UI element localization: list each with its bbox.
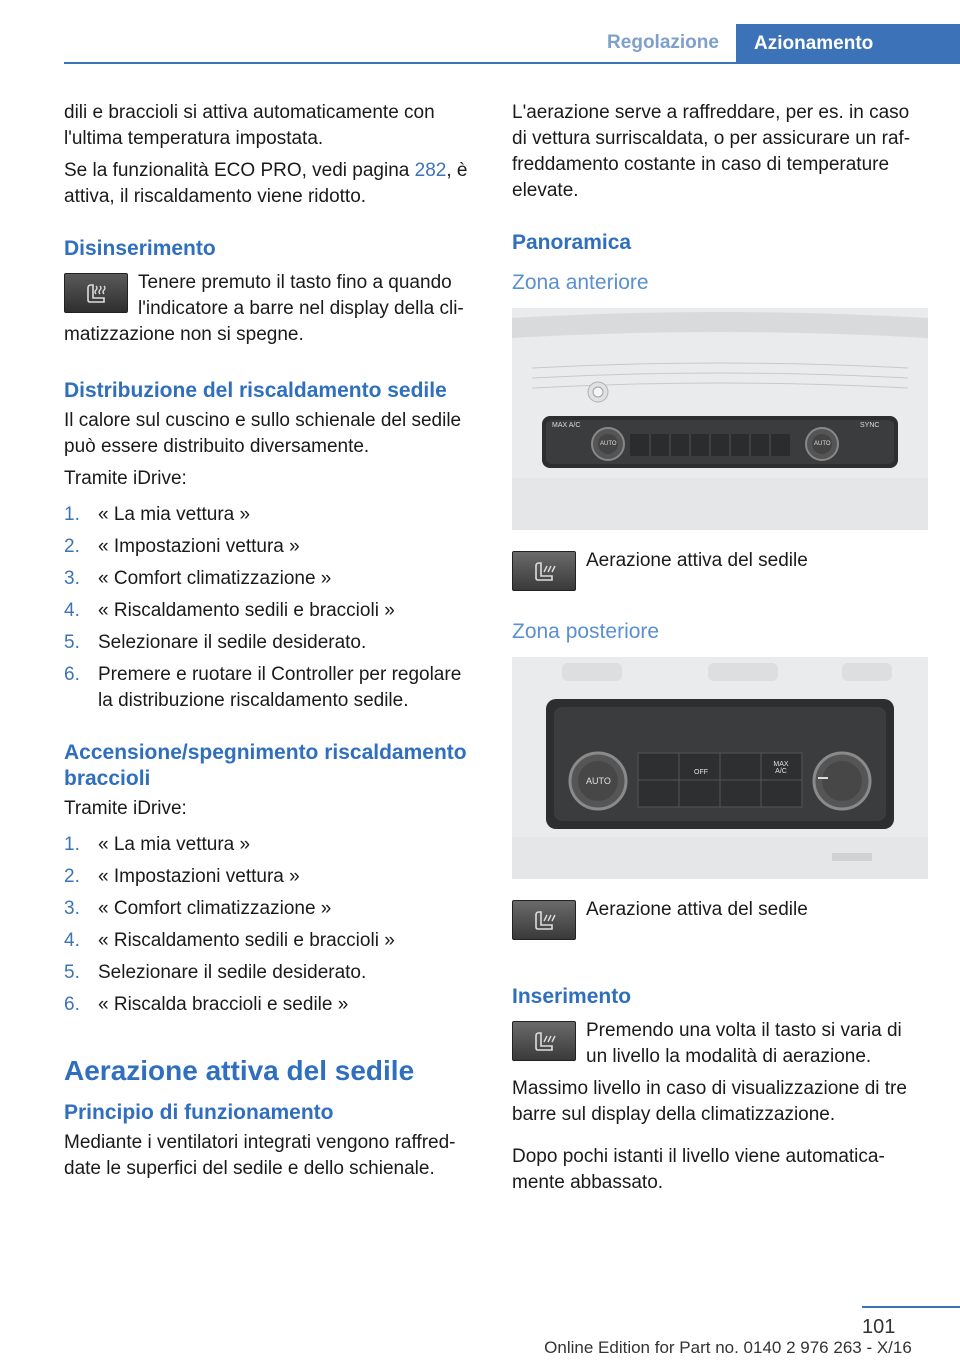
step-text: « Comfort climatizzazione » bbox=[98, 568, 332, 589]
tramite-idrive-2: Tramite iDrive: bbox=[64, 798, 187, 819]
step-text: « Comfort climatizzazione » bbox=[98, 898, 332, 919]
posteriore-caption: Aerazione attiva del sedile bbox=[586, 899, 808, 920]
step-number: 4. bbox=[64, 930, 80, 951]
inserimento-block bbox=[512, 1018, 928, 1070]
intro-p2-after: , è attiva, il riscaldamento viene ridotto. bbox=[64, 160, 468, 207]
chapter-title-aerazione: Aerazione attiva del sedile bbox=[64, 1055, 415, 1086]
intro-p2-before: Se la funzionalità ECO PRO, vedi pagina bbox=[64, 160, 415, 181]
section-title-principio: Principio di funzionamento bbox=[64, 1101, 334, 1124]
seat-ventilation-icon bbox=[512, 900, 576, 940]
massimo-text: Massimo livello in caso di visualizzazione di tre barre sul display della climatizzazione. bbox=[512, 1078, 907, 1125]
step-number: 6. bbox=[64, 664, 80, 685]
section-title-distribuzione: Distribuzione del riscaldamento sedile bbox=[64, 379, 447, 402]
rear-btn-off: OFF bbox=[694, 769, 708, 776]
front-btn-sync: SYNC bbox=[860, 422, 880, 429]
footer-edition: Online Edition for Part no. 0140 2 976 263 - X/16 bbox=[544, 1338, 912, 1357]
step-text: Selezionare il sedile desiderato. bbox=[98, 632, 367, 653]
step-item bbox=[64, 992, 478, 1018]
disinserimento-text-a: Tenere premuto il tasto fino a quando l'indicatore a barre nel display della cli- bbox=[138, 272, 464, 319]
footer-rule bbox=[862, 1306, 960, 1308]
section-title-inserimento: Inserimento bbox=[512, 985, 632, 1008]
step-text: « Riscaldamento sedili e braccioli » bbox=[98, 930, 395, 951]
principio-text: Mediante i ventilatori integrati vengono raffred- date le superfici del sedile e dello schienale. bbox=[64, 1132, 456, 1179]
step-text: « La mia vettura » bbox=[98, 834, 251, 855]
disinserimento-block bbox=[64, 270, 478, 322]
step-item bbox=[64, 864, 478, 890]
header-tab-regolazione[interactable]: Regolazione bbox=[607, 32, 719, 53]
step-item bbox=[64, 630, 478, 656]
inserimento-text: Premendo una volta il tasto si varia di un livello la modalità di aerazione. bbox=[586, 1020, 902, 1067]
step-text: Selezionare il sedile desiderato. bbox=[98, 962, 367, 983]
step-number: 5. bbox=[64, 632, 80, 653]
step-text: « Impostazioni vettura » bbox=[98, 536, 300, 557]
anteriore-caption: Aerazione attiva del sedile bbox=[586, 550, 808, 571]
rear-climate-panel-image bbox=[512, 657, 928, 879]
header-rule bbox=[64, 62, 960, 64]
subsection-title-posteriore: Zona posteriore bbox=[512, 620, 660, 643]
header-tab-azionamento[interactable]: Azionamento bbox=[736, 24, 960, 64]
step-text: « Impostazioni vettura » bbox=[98, 866, 300, 887]
distribuzione-text: Il calore sul cuscino e sullo schienale del sedile può essere distribuito diversamente. bbox=[64, 410, 462, 457]
dopo-text: Dopo pochi istanti il livello viene automatica- mente abbassato. bbox=[512, 1146, 885, 1193]
step-text: « Riscalda braccioli e sedile » bbox=[98, 994, 349, 1015]
aerazione-intro: L'aerazione serve a raffreddare, per es. in caso di vettura surriscaldata, o per assicurare un raf- freddamento costante in caso di temperature elevate. bbox=[512, 102, 911, 201]
step-text: « La mia vettura » bbox=[98, 504, 251, 525]
seat-ventilation-icon bbox=[512, 551, 576, 591]
step-text: « Riscaldamento sedili e braccioli » bbox=[98, 600, 395, 621]
step-item bbox=[64, 960, 478, 986]
step-item bbox=[64, 896, 478, 922]
step-number: 5. bbox=[64, 962, 80, 983]
seat-ventilation-icon bbox=[512, 1021, 576, 1061]
front-btn-auto-left: AUTO bbox=[600, 441, 617, 447]
left-column bbox=[64, 100, 478, 1188]
step-item bbox=[64, 598, 478, 624]
page-number: 101 bbox=[862, 1316, 896, 1338]
front-btn-auto-right: AUTO bbox=[814, 441, 831, 447]
anteriore-caption-row bbox=[512, 548, 928, 591]
step-number: 2. bbox=[64, 536, 80, 557]
step-item bbox=[64, 534, 478, 560]
step-number: 3. bbox=[64, 568, 80, 589]
step-item bbox=[64, 662, 478, 714]
subsection-title-anteriore: Zona anteriore bbox=[512, 271, 649, 294]
step-item bbox=[64, 928, 478, 954]
step-item bbox=[64, 832, 478, 858]
tramite-idrive-1: Tramite iDrive: bbox=[64, 468, 187, 489]
seat-heating-icon bbox=[64, 273, 128, 313]
page-link-282[interactable]: 282 bbox=[414, 160, 447, 181]
rear-btn-maxac: MAX A/C bbox=[773, 761, 789, 775]
step-number: 1. bbox=[64, 504, 80, 525]
step-number: 3. bbox=[64, 898, 80, 919]
step-text: Premere e ruotare il Controller per regolare la distribuzione riscaldamento sedile. bbox=[98, 664, 462, 711]
section-title-disinserimento: Disinserimento bbox=[64, 237, 216, 260]
disinserimento-text-b: matizzazione non si spegne. bbox=[64, 324, 304, 345]
rear-btn-auto: AUTO bbox=[586, 776, 611, 786]
intro-paragraph-2 bbox=[64, 158, 478, 210]
step-number: 1. bbox=[64, 834, 80, 855]
step-number: 6. bbox=[64, 994, 80, 1015]
section-title-panoramica: Panoramica bbox=[512, 231, 632, 254]
posteriore-caption-row bbox=[512, 897, 928, 940]
front-climate-panel-image bbox=[512, 308, 928, 530]
intro-paragraph-1: dili e braccioli si attiva automaticamente con l'ultima temperatura impostata. bbox=[64, 102, 435, 149]
front-btn-maxac: MAX A/C bbox=[552, 422, 581, 429]
step-item bbox=[64, 502, 478, 528]
steps-list-braccioli bbox=[64, 832, 478, 1018]
step-item bbox=[64, 566, 478, 592]
right-column bbox=[512, 100, 928, 1202]
section-title-braccioli: Accensione/spegnimento riscaldamento braccioli bbox=[64, 741, 467, 790]
steps-list-distribuzione bbox=[64, 502, 478, 714]
step-number: 4. bbox=[64, 600, 80, 621]
step-number: 2. bbox=[64, 866, 80, 887]
